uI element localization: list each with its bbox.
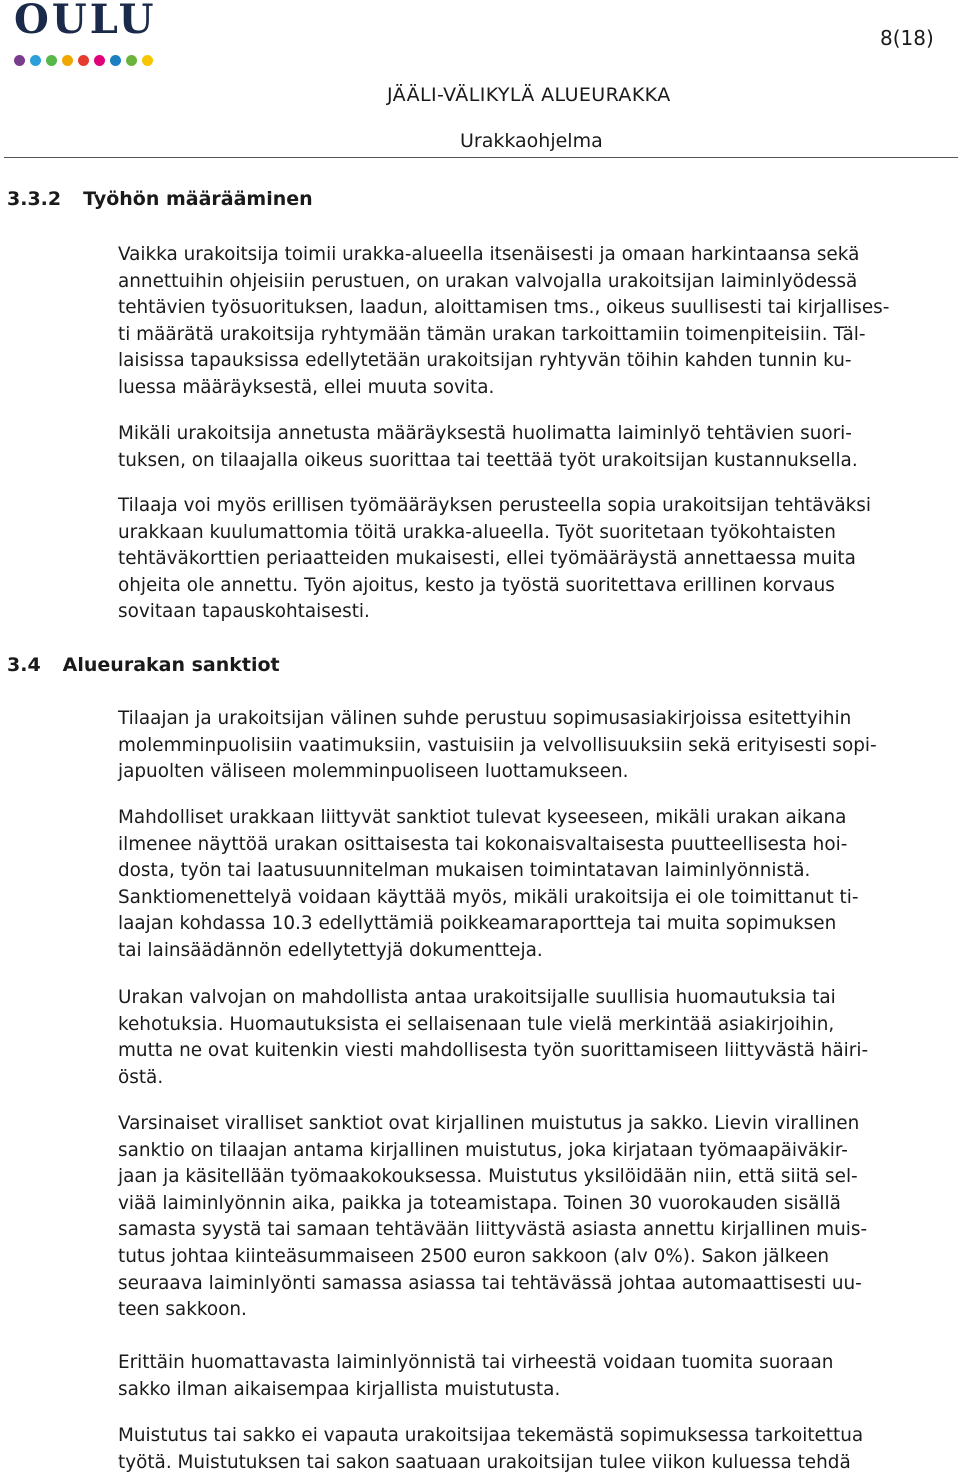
text-line: Urakan valvojan on mahdollista antaa urakoitsijalle suullisia huomautuksia tai	[118, 987, 836, 1008]
text-line: laajan kohdassa 10.3 edellyttämiä poikkeamaraportteja tai muita sopimuksen	[118, 913, 837, 935]
logo-color-dots	[14, 55, 153, 66]
text-line: ilmenee näyttöä urakan osittaisesta tai kokonaisvaltaisesta puutteellisesta hoi-	[118, 833, 848, 855]
text-line: Varsinaiset viralliset sanktiot ovat kirjallinen muistutus ja sakko. Lievin virallinen	[118, 1113, 860, 1134]
text-line: kehotuksia. Huomautuksista ei sellaisenaan tule vielä merkintää asiakirjoihin,	[118, 1013, 835, 1035]
logo-dot	[126, 55, 137, 66]
text-line: japuolten väliseen molemminpuoliseen luottamukseen.	[118, 761, 629, 783]
text-line: tehtävien työsuorituksen, laadun, aloittamisen tms., oikeus suullisesti tai kirjallises-	[118, 297, 890, 319]
text-line: teen sakkoon.	[118, 1299, 247, 1321]
section-title: Työhön määrääminen	[83, 188, 313, 210]
text-line: samasta syystä tai samaan tehtävään liittyvästä asiasta annettu kirjallinen muis-	[118, 1219, 868, 1241]
logo-dot	[14, 55, 25, 66]
text-line: Muistutus tai sakko ei vapauta urakoitsijaa tekemästä sopimuksessa tarkoitettua	[118, 1425, 864, 1446]
paragraph	[118, 1423, 958, 1476]
section-heading-3-4	[7, 654, 280, 676]
section-number: 3.4	[7, 654, 41, 676]
text-line: annettuihin ohjeisiin perustuen, on urakan valvojalla urakoitsijan laiminlyödessä	[118, 270, 858, 292]
section-title: Alueurakan sanktiot	[62, 654, 280, 676]
logo-dot	[94, 55, 105, 66]
logo-dot	[46, 55, 57, 66]
paragraph	[118, 493, 958, 626]
text-line: urakkaan kuulumattomia töitä urakka-alueella. Työt suoritetaan työkohtaisten	[118, 521, 836, 543]
text-line: sakko ilman aikaisempaa kirjallista muistutusta.	[118, 1378, 561, 1400]
text-line: Mikäli urakoitsija annetusta määräyksestä huolimatta laiminlyö tehtävien suori-	[118, 423, 852, 444]
text-line: dosta, työn tai laatusuunnitelman mukaisen toimintatavan laiminlyönnistä.	[118, 860, 811, 882]
text-line: molemminpuolisiin vaatimuksiin, vastuisiin ja velvollisuuksiin sekä erityisesti sopi-	[118, 734, 877, 756]
text-line: viää laiminlyönnin aika, paikka ja toteamistapa. Toinen 30 vuorokauden sisällä	[118, 1192, 841, 1214]
text-line: tutus johtaa kiinteäsummaiseen 2500 euron sakkoon (alv 0%). Sakon jälkeen	[118, 1245, 830, 1267]
paragraph	[118, 1111, 958, 1324]
text-line: ohjeita ole annettu. Työn ajoitus, kesto ja työstä suoritettava erillinen korvaus	[118, 574, 835, 596]
text-line: tai lainsäädännön edellytettyjä dokumentteja.	[118, 939, 543, 961]
oulu-logo	[14, 0, 164, 70]
logo-wordmark: OULU	[14, 0, 157, 43]
text-line: Erittäin huomattavasta laiminlyönnistä tai virheestä voidaan tuomita suoraan	[118, 1352, 834, 1373]
text-line: mutta ne ovat kuitenkin viesti mahdollisesta työn suorittamiseen liittyvästä häiri-	[118, 1040, 869, 1062]
text-line: Tilaaja voi myös erillisen työmääräyksen perusteella sopia urakoitsijan tehtäväksi	[118, 495, 871, 516]
text-line: sovitaan tapauskohtaisesti.	[118, 601, 370, 623]
text-line: laisissa tapauksissa edellytetään urakoitsijan ryhtyvän töihin kahden tunnin ku-	[118, 350, 852, 372]
text-line: ti määrätä urakoitsija ryhtymään tämän urakan tarkoittamiin toimenpiteisiin. Täl-	[118, 323, 866, 345]
logo-dot	[62, 55, 73, 66]
paragraph	[118, 805, 958, 965]
text-line: Tilaajan ja urakoitsijan välinen suhde perustuu sopimusasiakirjoissa esitettyihin	[118, 708, 852, 729]
text-line: östä.	[118, 1066, 164, 1088]
paragraph	[118, 421, 958, 474]
text-line: luessa määräyksestä, ellei muuta sovita.	[118, 376, 495, 398]
document-subtitle: Urakkaohjelma	[460, 130, 603, 152]
text-line: seuraava laiminlyönti samassa asiassa tai tehtävässä johtaa automaattisesti uu-	[118, 1272, 862, 1294]
text-line: tuksen, on tilaajalla oikeus suorittaa tai teettää työt urakoitsijan kustannuksella.	[118, 449, 858, 471]
text-line: työtä. Muistutuksen tai sakon saatuaan urakoitsijan tulee viikon kuluessa tehdä	[118, 1451, 851, 1473]
paragraph	[118, 706, 958, 786]
page-number: 8(18)	[880, 26, 934, 50]
paragraph	[118, 985, 958, 1091]
section-heading-3-3-2	[7, 188, 313, 210]
document-title: JÄÄLI-VÄLIKYLÄ ALUEURAKKA	[387, 84, 671, 106]
text-line: Vaikka urakoitsija toimii urakka-alueella itsenäisesti ja omaan harkintaansa sekä	[118, 244, 860, 265]
section-number: 3.3.2	[7, 188, 62, 210]
text-line: jaan ja käsitellään työmaakokouksessa. Muistutus yksilöidään niin, että siitä sel-	[118, 1166, 858, 1188]
text-line: tehtäväkorttien periaatteiden mukaisesti, ellei työmääräystä annettaessa muita	[118, 548, 856, 570]
logo-dot	[142, 55, 153, 66]
paragraph	[118, 242, 958, 402]
header-divider	[4, 157, 958, 158]
text-line: Sanktiomenettelyä voidaan käyttää myös, mikäli urakoitsija ei ole toimittanut ti-	[118, 886, 859, 908]
logo-dot	[30, 55, 41, 66]
text-line: Mahdolliset urakkaan liittyvät sanktiot tulevat kyseeseen, mikäli urakan aikana	[118, 807, 847, 828]
text-line: sanktio on tilaajan antama kirjallinen muistutus, joka kirjataan työmaapäiväkir-	[118, 1139, 848, 1161]
logo-dot	[110, 55, 121, 66]
logo-dot	[78, 55, 89, 66]
paragraph	[118, 1350, 958, 1403]
